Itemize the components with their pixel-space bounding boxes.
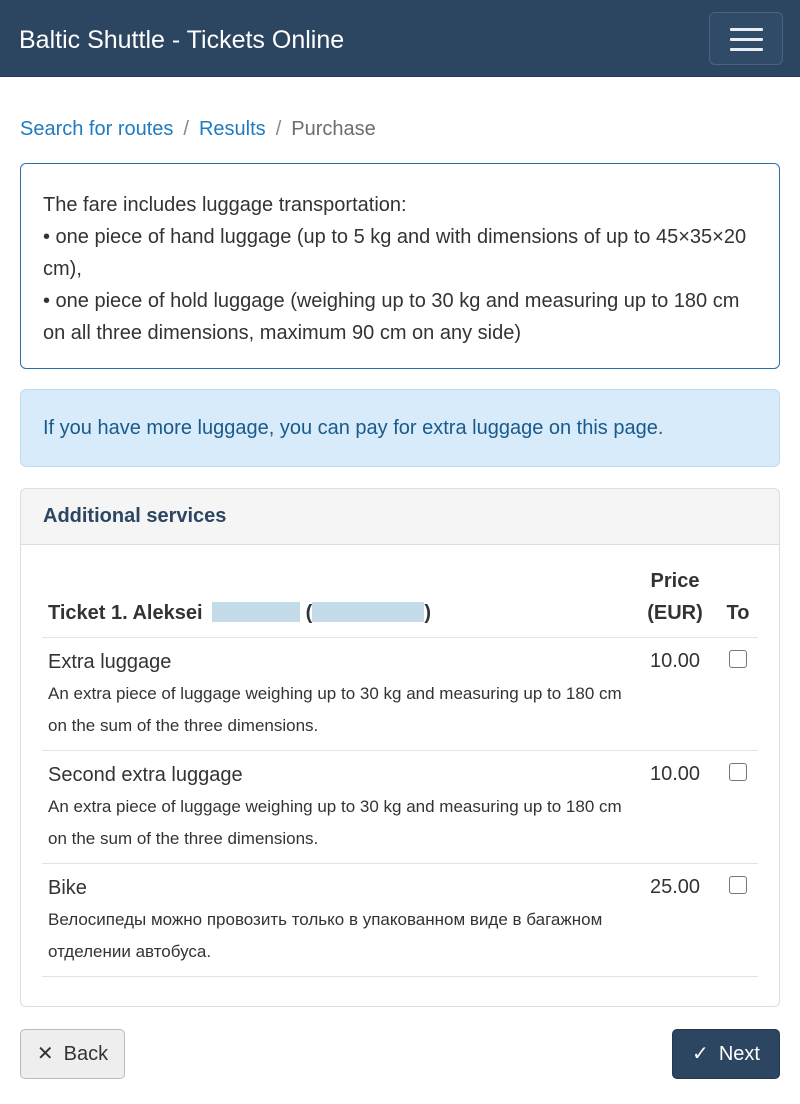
next-button[interactable] (672, 1029, 780, 1079)
paren-close: ) (424, 602, 432, 624)
service-name: Extra luggage (48, 651, 172, 673)
service-price: 25.00 (632, 864, 718, 977)
extra-luggage-checkbox[interactable] (729, 650, 747, 668)
service-checkbox-cell (718, 751, 758, 864)
navbar (0, 0, 800, 77)
fare-info-box (20, 163, 780, 369)
service-price: 10.00 (632, 751, 718, 864)
back-button[interactable] (20, 1029, 125, 1079)
table-row (42, 751, 758, 864)
service-price: 10.00 (632, 638, 718, 751)
services-table (42, 565, 758, 977)
service-cell (42, 751, 632, 864)
menu-button[interactable] (709, 12, 783, 65)
price-column-header: Price (EUR) (647, 570, 703, 624)
service-description: An extra piece of luggage weighing up to 30 kg and measuring up to 180 cm on the sum of the three dimensions. (48, 797, 622, 848)
app-title[interactable]: Baltic Shuttle - Tickets Online (19, 26, 345, 54)
paren-open: ( (305, 602, 313, 624)
close-icon: ✕ (36, 1043, 54, 1065)
breadcrumb-separator: / (183, 118, 189, 140)
fare-info-line: • one piece of hand luggage (up to 5 kg and with dimensions of up to 45×35×20 cm), (43, 226, 747, 280)
next-button-label: Next (718, 1042, 760, 1065)
alert-text: If you have more luggage, you can pay for extra luggage on this page. (43, 416, 664, 439)
service-description: An extra piece of luggage weighing up to 30 kg and measuring up to 180 cm on the sum of the three dimensions. (48, 684, 622, 735)
ticket-label: Ticket 1. Aleksei (48, 602, 203, 624)
table-row (42, 864, 758, 977)
service-cell (42, 638, 632, 751)
service-description: Велосипеды можно провозить только в упакованном виде в багажном отделении автобуса. (48, 910, 603, 961)
additional-services-panel (20, 488, 780, 1007)
redacted-document (312, 602, 424, 622)
breadcrumb-search-for-routes[interactable]: Search for routes (20, 118, 174, 140)
redacted-surname (212, 602, 300, 622)
second-extra-luggage-checkbox[interactable] (729, 763, 747, 781)
service-checkbox-cell (718, 638, 758, 751)
to-column-header: To (726, 602, 750, 624)
table-row (42, 638, 758, 751)
back-button-label: Back (63, 1042, 109, 1065)
panel-title: Additional services (43, 505, 227, 527)
fare-info-line: The fare includes luggage transportation: (43, 194, 407, 216)
bike-checkbox[interactable] (729, 876, 747, 894)
service-checkbox-cell (718, 864, 758, 977)
check-icon: ✓ (692, 1043, 709, 1065)
service-name: Second extra luggage (48, 764, 243, 786)
breadcrumb-separator: / (275, 118, 282, 140)
fare-info-line: • one piece of hold luggage (weighing up to 30 kg and measuring up to 180 cm on all three dimensions, maximum 90 cm on any side) (43, 290, 740, 344)
breadcrumb-current: Purchase (291, 118, 376, 140)
service-cell (42, 864, 632, 977)
breadcrumb-results[interactable]: Results (198, 118, 266, 140)
info-alert (20, 389, 780, 467)
breadcrumb (20, 116, 376, 142)
panel-header (21, 489, 779, 545)
ticket-header (42, 565, 632, 638)
table-header-row (42, 565, 758, 638)
service-name: Bike (48, 877, 87, 899)
